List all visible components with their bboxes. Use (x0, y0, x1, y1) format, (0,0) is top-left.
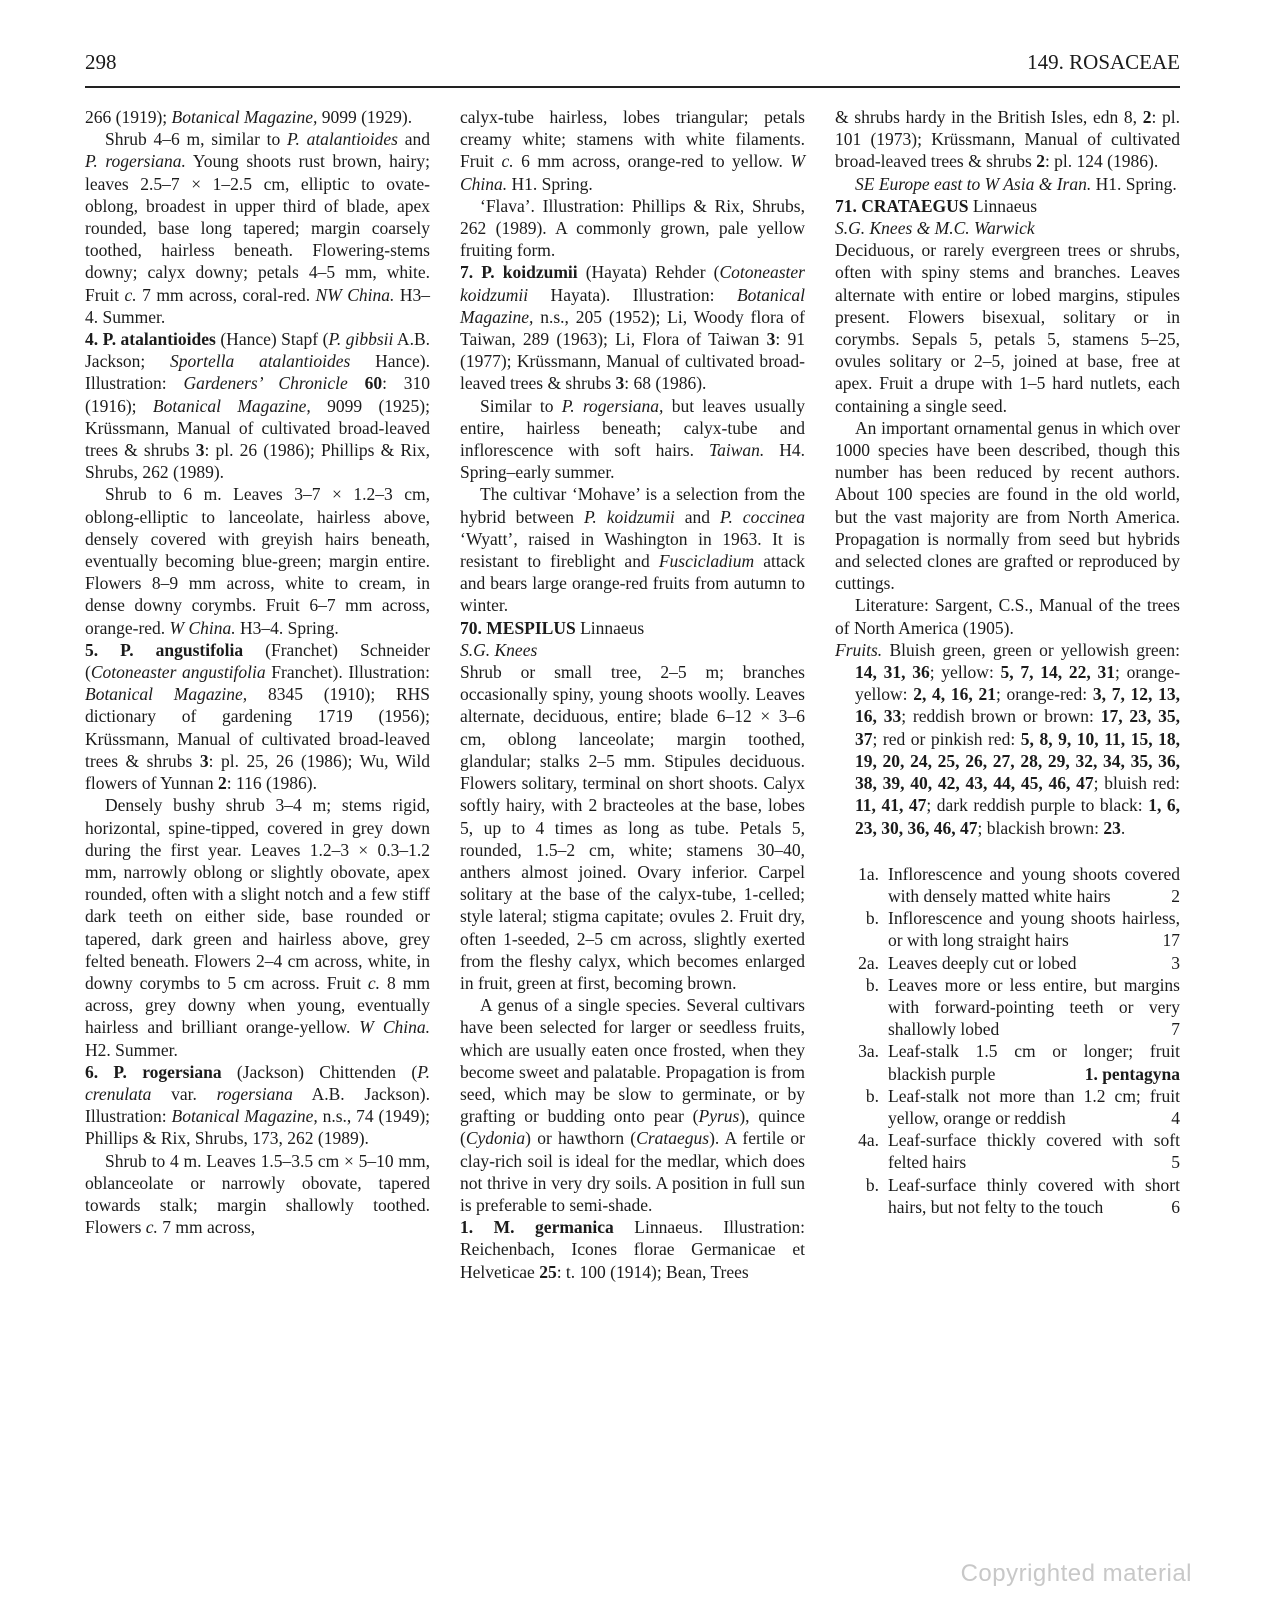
text-run: Literature: Sargent, C.S., Manual of the trees of North America (1905). (835, 595, 1180, 638)
text-run: c. (501, 151, 514, 172)
text-run: 5, 8, 9, 10, 11, 15, 18, 19, 20, 24, 25, 26, 27, 28, 29, 32, 34, 35, 36, 38, 39, 40, 42, 43, 44, 45, 46, 47 (855, 728, 1180, 794)
text-run: Inflorescence and young shoots covered with densely matted white hairs (888, 863, 1180, 906)
key-item (835, 1040, 1180, 1084)
text-run: Botanical Magazine, (171, 1106, 318, 1127)
text-run: Taiwan. (708, 440, 765, 461)
text-run: Botanical Magazine, (152, 395, 311, 416)
continued-paragraph (460, 106, 805, 195)
key-couplet-target: 2 (1171, 885, 1180, 906)
text-run: n.s., 205 (1952); Li, Woody flora of Taiwan, 289 (1963); Li, Flora of Taiwan (460, 306, 805, 350)
text-run: : 68 (1986). (624, 373, 707, 394)
text-run: H1. Spring. (507, 173, 593, 194)
text-run: ; orange-yellow: (855, 662, 1181, 705)
text-run: The cultivar ‘Mohave’ is a selection from the hybrid between (460, 484, 805, 527)
text-run: c. (124, 284, 137, 305)
text-run: 2 (1142, 107, 1152, 127)
key-couplet-label: 4a. (858, 1130, 879, 1151)
text-run: attack and bears large orange-red fruits from autumn to winter. (460, 551, 805, 616)
text-run: (Hance) Stapf ( (215, 329, 329, 350)
text-run: : pl. 101 (1973); Krüssmann, Manual of cultivated broad-leaved trees & shrubs (835, 107, 1180, 172)
text-run: 3 (766, 329, 776, 350)
text-run: 3 (195, 440, 205, 461)
text-run: Young shoots rust brown, hairy; leaves 2.5–7 × 1–2.5 cm, elliptic to ovate-oblong, broadest in upper third of blade, apex rounded, base long tapered; margin coarsely toothed, hairless beneath. Flowering-stems downy; calyx downy; petals 4–5 mm, white. Fruit (85, 151, 430, 305)
key-couplet-target: 7 (1171, 1019, 1180, 1040)
text-run: S.G. Knees & M.C. Warwick (835, 218, 1035, 239)
key-couplet-text (888, 907, 1180, 951)
text-run: P. crenulata (85, 1061, 430, 1104)
text-run: H1. Spring. (1091, 173, 1177, 194)
text-column-1 (85, 106, 430, 1283)
text-run: P. gibbsii (328, 329, 394, 350)
key-couplet-target: 4 (1171, 1107, 1180, 1128)
text-run: A.B. Jackson). Illustration: (85, 1083, 430, 1127)
text-run: 6. P. rogersiana (85, 1061, 222, 1082)
text-run: n.s., 74 (1949); Phillips & Rix, Shrubs, 173, 262 (1989). (85, 1106, 431, 1149)
text-run: Botanical Magazine, (460, 284, 805, 327)
cultivar-note (460, 483, 805, 616)
key-item (835, 974, 1180, 1041)
text-run: : pl. 124 (1986). (1044, 151, 1159, 172)
text-run: 266 (1919); (85, 107, 172, 127)
text-run: Botanical Magazine, (85, 684, 248, 705)
text-run: H2. Summer. (85, 1039, 178, 1060)
text-run: : 310 (1916); (85, 373, 431, 416)
text-run: 71. CRATAEGUS (835, 195, 969, 216)
text-run: c. (367, 972, 380, 993)
species-entry (85, 1061, 430, 1150)
text-run: 8 mm across, grey downy when young, eventually hairless and brilliant orange-yellow. (85, 972, 430, 1038)
text-run: (Jackson) Chittenden ( (221, 1061, 418, 1082)
text-run: Leaf-surface thinly covered with short hairs, but not felty to the touch (888, 1174, 1180, 1217)
key-couplet-text (888, 1174, 1180, 1218)
genus-heading (835, 195, 1180, 217)
text-run: 2 (218, 773, 227, 794)
key-couplet-text (888, 974, 1180, 1041)
key-item (835, 863, 1180, 907)
text-run: : pl. 25, 26 (1986); Wu, Wild flowers of Yunnan (85, 750, 430, 794)
text-run: ). A fertile or clay-rich soil is ideal for the medlar, which does not thrive in very dry soils. A position in full sun is preferable to semi-shade. (460, 1128, 806, 1215)
key-couplet-target: 3 (1171, 952, 1180, 973)
text-run: H3–4. Summer. (85, 284, 430, 327)
text-run (348, 373, 365, 393)
text-run: Hayata). Illustration: (528, 284, 737, 305)
text-run: P. atalantioides (287, 129, 398, 150)
text-run: W China. (169, 617, 236, 638)
continued-paragraph (835, 106, 1180, 173)
key-couplet-label: b. (865, 1174, 879, 1195)
key-item (835, 1174, 1180, 1218)
text-run: Crataegus (636, 1128, 710, 1149)
text-run: Hance). Illustration: (85, 351, 430, 394)
key-couplet-label: b. (865, 908, 879, 929)
genus-description (835, 239, 1180, 417)
key-couplet-target: 5 (1171, 1152, 1180, 1173)
literature-note (835, 594, 1180, 638)
genus-notes (835, 417, 1180, 595)
text-run: Cydonia (465, 1128, 526, 1149)
text-run: but leaves usually entire, hairless beneath; calyx-tube and inflorescence with soft hairs. (460, 395, 805, 461)
text-run: ; yellow: (929, 662, 1001, 683)
text-run: calyx-tube hairless, lobes triangular; petals creamy white; stamens with white filaments. Fruit (460, 107, 805, 172)
description-paragraph (85, 483, 430, 638)
text-run: 2, 4, 16, 21 (913, 684, 996, 705)
key-couplet-text (888, 952, 1180, 974)
watermark-text: Copyrighted material (960, 1560, 1192, 1587)
text-run: Leaf-surface thickly covered with soft felted hairs (888, 1130, 1180, 1173)
text-run: 7 mm across, (157, 1217, 256, 1238)
text-run: W China. (460, 151, 805, 194)
text-run: ), quince ( (460, 1106, 805, 1149)
text-run: 23 (1103, 817, 1121, 838)
text-run: SE Europe east to W Asia & Iran. (855, 173, 1092, 194)
genus-author (460, 639, 805, 661)
text-run: & shrubs hardy in the British Isles, edn 8, (835, 107, 1143, 127)
text-run: 3 (615, 373, 625, 394)
text-run: 4. P. atalantioides (85, 329, 216, 350)
text-run: 60 (364, 373, 383, 394)
text-run: ; blackish brown: (977, 817, 1104, 838)
text-run: Franchet). Illustration: (265, 662, 430, 683)
key-couplet-label: 2a. (858, 952, 879, 973)
text-run: 5. P. angustifolia (85, 639, 244, 660)
text-run: S.G. Knees (460, 639, 538, 660)
text-run: 2 (1036, 151, 1045, 172)
species-entry (85, 328, 430, 483)
distribution-line (835, 173, 1180, 195)
text-run: Densely bushy shrub 3–4 m; stems rigid, horizontal, spine-tipped, covered in grey down during the first year. Leaves 1.2–3 × 0.3–1.2 mm, narrowly oblong or slightly obovate, apex rounded, often with a slight notch and a few stiff dark teeth on either side, base rounded or tapered, dark green and hairless above, grey felted beneath. Flowers 2–4 cm across, white, in downy corymbs to 5 cm across. Fruit (85, 795, 430, 993)
text-run: var. (151, 1083, 217, 1104)
key-item (835, 1085, 1180, 1129)
text-run: 17, 23, 35, 37 (855, 706, 1180, 749)
text-run: Gardeners’ Chronicle (183, 373, 348, 394)
text-run: ‘Wyatt’, raised in Washington in 1963. It is resistant to fireblight and (460, 528, 805, 572)
text-run: : 91 (1977); Krüssmann, Manual of cultivated broad-leaved trees & shrubs (460, 329, 805, 394)
description-paragraph (85, 1150, 430, 1239)
text-run: Leaves deeply cut or lobed (888, 952, 1077, 973)
text-run: : t. 100 (1914); Bean, Trees (556, 1261, 749, 1282)
text-run: A.B. Jackson; (85, 329, 430, 372)
fruit-colour-index (835, 639, 1180, 839)
text-columns (0, 88, 1278, 1283)
text-run: Leaf-stalk not more than 1.2 cm; fruit yellow, orange or reddish (888, 1085, 1180, 1128)
text-run: 7. P. koidzumii (460, 262, 578, 283)
text-run: 11, 41, 47 (855, 795, 927, 816)
page-header (0, 0, 1278, 74)
text-run: Shrub or small tree, 2–5 m; branches occasionally spiny, young shoots woolly. Leaves alternate, deciduous, entire; blade 6–12 × 3–6 cm, oblong lanceolate; margin toothed, glandular; stalks 2–5 mm. Stipules deciduous. Flowers solitary, terminal on short shoots. Calyx softly hairy, with 2 bracteoles at the base, lobes 5, up to 4 times as long as tube. Petals 5, rounded, 1.5–2 cm, white; stamens 30–40, anthers almost joined. Ovary inferior. Carpel solitary at the base of the calyx-tube, 1-celled; style lateral; stigma capitate; ovules 2. Fruit dry, often 1-seeded, 2–5 cm across, slightly exerted from the fleshy calyx, which becomes enlarged in fruit, green at first, becoming brown. (460, 662, 805, 993)
text-run: Cotoneaster koidzumii (460, 262, 805, 305)
genus-description (460, 661, 805, 994)
key-couplet-text (888, 863, 1180, 907)
text-run: Similar to (480, 395, 562, 416)
text-run: 9099 (1929). (317, 107, 413, 127)
text-run: H3–4. Spring. (235, 617, 339, 638)
text-run: Shrub to 6 m. Leaves 3–7 × 1.2–3 cm, oblong-elliptic to lanceolate, hairless above, densely covered with greyish hairs beneath, eventually becoming blue-green; margin entire. Flowers 8–9 mm across, white to cream, in dense downy corymbs. Fruit 6–7 mm across, orange-red. (85, 484, 430, 638)
text-run: and (674, 506, 721, 527)
text-run: Deciduous, or rarely evergreen trees or shrubs, often with spiny stems and branches. Leaves alternate with entire or lobed margins, stipules present. Flowers bisexual, solitary or in corymbs. Sepals 5, petals 5, stamens 5–25, ovules solitary or 2–5, joined at base, free at apex. Fruit a drupe with 1–5 hard nutlets, each containing a single seed. (835, 240, 1180, 416)
species-entry (85, 639, 430, 794)
text-run: 5, 7, 14, 22, 31 (1000, 662, 1115, 683)
key-couplet-label: b. (865, 974, 879, 995)
description-paragraph (85, 128, 430, 328)
genus-author (835, 217, 1180, 239)
genus-notes (460, 994, 805, 1216)
text-run: 3, 7, 12, 13, 16, 33 (855, 684, 1181, 727)
key-couplet-target: 17 (1162, 930, 1180, 951)
text-run: Linnaeus (968, 195, 1038, 216)
text-run: and (397, 129, 430, 150)
text-run: Fruits. (835, 639, 883, 660)
text-run: Botanical Magazine, (171, 107, 318, 127)
text-run: Shrub to 4 m. Leaves 1.5–3.5 cm × 5–10 mm, oblanceolate or narrowly obovate, tapered towards stalk; margin shallowly toothed. Flowers (85, 1150, 430, 1238)
text-run: : pl. 26 (1986); Phillips & Rix, Shrubs, 262 (1989). (85, 440, 430, 483)
text-run: Shrub 4–6 m, similar to (105, 129, 288, 150)
text-run: 25 (539, 1261, 557, 1282)
text-run: 8345 (1910); RHS dictionary of gardening 1719 (1956); Krüssmann, Manual of cultivated broad-leaved trees & shrubs (85, 684, 430, 771)
text-run: 14, 31, 36 (855, 662, 930, 683)
text-run: 6 mm across, orange-red to yellow. (513, 151, 791, 172)
text-run: 70. MESPILUS (460, 617, 576, 638)
text-run: ; red or pinkish red: (872, 728, 1021, 749)
text-run: ; dark reddish purple to black: (926, 795, 1149, 816)
continued-paragraph (85, 106, 430, 128)
text-run: 1, 6, 23, 30, 36, 46, 47 (855, 795, 1180, 838)
text-run: W China. (359, 1017, 430, 1038)
page-number: 298 (85, 50, 117, 74)
text-run: (Hayata) Rehder ( (577, 262, 720, 283)
text-run: ; orange-red: (995, 684, 1093, 705)
text-run: P. coccinea (720, 506, 805, 527)
description-paragraph (85, 794, 430, 1060)
text-column-3 (835, 106, 1180, 1283)
text-run: H4. Spring–early summer. (460, 440, 806, 483)
cultivar-note (460, 195, 805, 262)
text-run: c. (145, 1217, 158, 1238)
text-run: : 116 (1986). (226, 773, 318, 794)
key-couplet-text (888, 1040, 1180, 1084)
text-run: A genus of a single species. Several cultivars have been selected for larger or seedless fruits, which are usually eaten once frosted, when they become sweet and palatable. Propagation is from seed, which may be slow to germinate, or by grafting or budding onto pear ( (460, 995, 805, 1127)
key-couplet-text (888, 1085, 1180, 1129)
key-item (835, 952, 1180, 974)
text-run: P. rogersiana, (561, 395, 664, 416)
text-run: ) or hawthorn ( (525, 1128, 637, 1149)
text-run: ; reddish brown or brown: (901, 706, 1101, 727)
text-run: P. rogersiana. (85, 151, 186, 172)
species-entry (460, 1216, 805, 1283)
text-run: 9099 (1925); Krüssmann, Manual of cultivated broad-leaved trees & shrubs (85, 395, 430, 461)
text-run: An important ornamental genus in which over 1000 species have been described, though this number has been reduced by recent authors. About 100 species are found in the old world, but the vast majority are from North America. Propagation is normally from seed but hybrids and selected clones are grafted or reproduced by cuttings. (835, 417, 1180, 594)
running-head-family: 149. ROSACEAE (1027, 50, 1180, 74)
text-run: 1. M. germanica (460, 1217, 614, 1238)
description-paragraph (460, 395, 805, 484)
key-couplet-label: b. (865, 1085, 879, 1106)
key-item (835, 1129, 1180, 1173)
text-run: Linnaeus (575, 617, 645, 638)
text-run: NW China. (315, 284, 395, 305)
key-couplet-target: 1. pentagyna (1084, 1063, 1180, 1084)
text-run: P. koidzumii (583, 506, 675, 527)
text-run: Cotoneaster angustifolia (90, 662, 266, 683)
text-run: . (1120, 817, 1126, 838)
key-couplet-text (888, 1129, 1180, 1173)
text-run: ; bluish red: (1093, 773, 1181, 794)
text-run: Leaf-stalk 1.5 cm or longer; fruit blackish purple (888, 1041, 1180, 1084)
text-run: Leaves more or less entire, but margins with forward-pointing teeth or very shallowly lobed (888, 974, 1180, 1040)
text-run: Bluish green, green or yellowish green: (882, 639, 1180, 660)
genus-heading (460, 617, 805, 639)
text-run: 7 mm across, coral-red. (136, 284, 316, 305)
key-couplet-label: 1a. (858, 863, 879, 884)
text-run: Linnaeus. Illustration: Reichenbach, Icones florae Germanicae et Helveticae (460, 1217, 805, 1282)
text-run: 3 (199, 750, 209, 771)
species-entry (460, 261, 805, 394)
text-run: rogersiana (216, 1083, 293, 1104)
text-run: Inflorescence and young shoots hairless, or with long straight hairs (888, 908, 1180, 951)
text-run: (Franchet) Schneider ( (85, 639, 430, 683)
text-run: ‘Flava’. Illustration: Phillips & Rix, Shrubs, 262 (1989). A commonly grown, pale yellow fruiting form. (460, 195, 805, 261)
key-item (835, 907, 1180, 951)
key-couplet-label: 3a. (858, 1041, 879, 1062)
text-column-2 (460, 106, 805, 1283)
text-run: Sportella atalantioides (170, 351, 351, 372)
key-couplet-target: 6 (1171, 1196, 1180, 1217)
text-run: Pyrus (698, 1106, 740, 1127)
text-run: Fuscicladium (658, 551, 755, 572)
